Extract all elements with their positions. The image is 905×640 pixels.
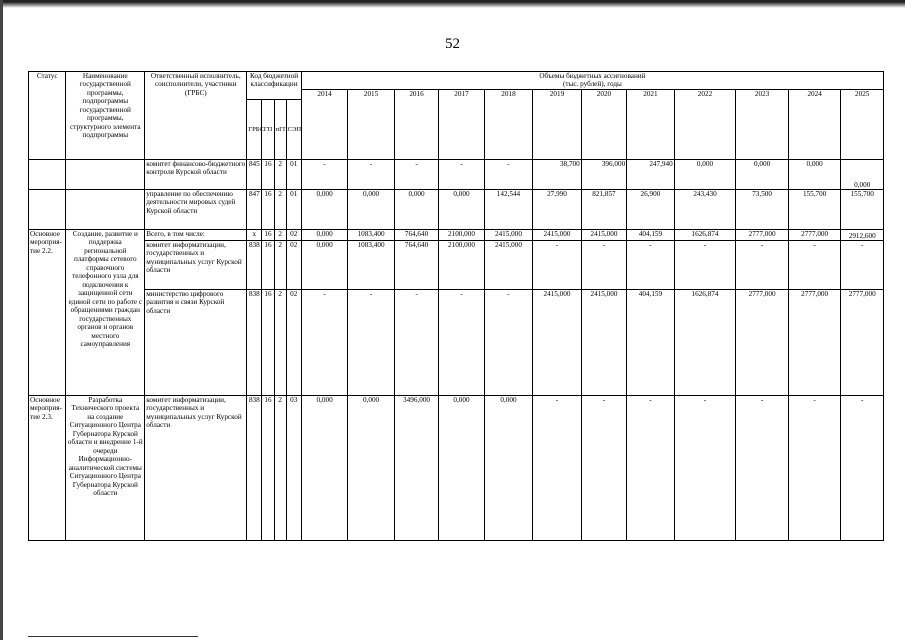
- cell-value: -: [736, 241, 789, 290]
- cell-value: 2415,000: [533, 290, 582, 396]
- cell-sep: 01: [286, 160, 301, 190]
- table-row: [29, 230, 884, 241]
- cell-value: 38,700: [533, 160, 582, 190]
- cell-executor: комитет информатизации, государственных и муниципальных услуг Курской области: [145, 241, 247, 290]
- cell-value: 1083,400: [348, 241, 394, 290]
- cell-value: -: [348, 290, 394, 396]
- cell-value: 2415,000: [533, 230, 582, 241]
- cell-value: 2100,000: [439, 230, 484, 241]
- cell-value: 27,990: [533, 190, 582, 230]
- cell-value: -: [439, 160, 484, 190]
- cell-value: 0,000: [439, 396, 484, 541]
- cell-value: -: [439, 290, 484, 396]
- cell-pgp: 2: [274, 190, 286, 230]
- scan-left-edge: [0, 0, 3, 640]
- cell-value: 155,700: [841, 190, 884, 230]
- table-row: [29, 396, 884, 541]
- cell-executor: управление по обеспечению деятельности мировых судей Курской области: [145, 190, 247, 230]
- cell-value: -: [788, 396, 841, 541]
- cell-gp: 16: [262, 230, 274, 241]
- cell-executor: министерство цифрового развития и связи Курской области: [145, 290, 247, 396]
- cell-pgp: 2: [274, 396, 286, 541]
- cell-status: [29, 160, 66, 190]
- cell-value: 0,000: [841, 160, 884, 190]
- cell-value: 0,000: [301, 396, 347, 541]
- cell-value: 2415,000: [581, 290, 626, 396]
- cell-value: -: [348, 160, 394, 190]
- cell-name: Разработка Технического проекта на создание Ситуационного Центра Губернатора Курской области и внедрение 1-й очереди Информационно-аналитической системы Ситуационного Центра Губернатора Курской области: [66, 396, 145, 541]
- header-volumes: [301, 72, 883, 90]
- cell-value: -: [841, 396, 884, 541]
- cell-value: 0,000: [301, 190, 347, 230]
- header-budget-code: Код бюджетной классификации: [247, 72, 302, 100]
- cell-name: [66, 190, 145, 230]
- cell-value: -: [841, 241, 884, 290]
- cell-value: -: [533, 241, 582, 290]
- cell-value: -: [627, 241, 674, 290]
- cell-value: 2777,000: [736, 290, 789, 396]
- cell-value: 1626,874: [674, 230, 736, 241]
- cell-value: -: [484, 160, 533, 190]
- header-year: 2017: [439, 90, 484, 160]
- cell-value: 73,500: [736, 190, 789, 230]
- cell-executor: комитет информатизации, государственных и муниципальных услуг Курской области: [145, 396, 247, 541]
- cell-value: 2777,000: [788, 230, 841, 241]
- header-year: 2019: [533, 90, 582, 160]
- table-row: [29, 160, 884, 190]
- page-number: 52: [445, 36, 460, 52]
- header-name: Наименование государственной программы, подпрограммы государственной программы, структурного элемента подпрограммы: [66, 72, 145, 160]
- header-year: 2014: [301, 90, 347, 160]
- header-year: 2018: [484, 90, 533, 160]
- cell-executor: Всего, в том числе:: [145, 230, 247, 241]
- cell-value: 3496,000: [394, 396, 438, 541]
- cell-value: -: [674, 396, 736, 541]
- cell-value: -: [581, 396, 626, 541]
- cell-value: 404,159: [627, 230, 674, 241]
- cell-value: -: [736, 396, 789, 541]
- cell-value: -: [301, 160, 347, 190]
- cell-grbs: 845: [247, 160, 262, 190]
- cell-name: [66, 160, 145, 190]
- cell-gp: 16: [262, 190, 274, 230]
- cell-gp: 16: [262, 290, 274, 396]
- header-year: 2022: [674, 90, 736, 160]
- cell-pgp: 2: [274, 160, 286, 190]
- cell-value: 2777,000: [736, 230, 789, 241]
- cell-gp: 16: [262, 160, 274, 190]
- cell-value: 243,430: [674, 190, 736, 230]
- cell-value: 2100,000: [439, 241, 484, 290]
- cell-pgp: 2: [274, 290, 286, 396]
- cell-grbs: 838: [247, 241, 262, 290]
- cell-value: 0,000: [788, 160, 841, 190]
- cell-sep: 02: [286, 230, 301, 241]
- cell-value: -: [394, 160, 438, 190]
- cell-value: 821,857: [581, 190, 626, 230]
- header-grbs: ГРБС: [247, 100, 262, 160]
- cell-value: 0,000: [674, 160, 736, 190]
- header-status: Статус: [29, 72, 66, 160]
- cell-value: -: [394, 290, 438, 396]
- header-year: 2023: [736, 90, 789, 160]
- cell-grbs: x: [247, 230, 262, 241]
- cell-value: 0,000: [348, 396, 394, 541]
- cell-sep: 02: [286, 290, 301, 396]
- cell-value: 0,000: [348, 190, 394, 230]
- cell-value: 1083,400: [348, 230, 394, 241]
- cell-value: -: [581, 241, 626, 290]
- cell-value: -: [484, 290, 533, 396]
- cell-value: 2415,000: [484, 241, 533, 290]
- cell-value: 26,900: [627, 190, 674, 230]
- cell-value: 2415,000: [484, 230, 533, 241]
- cell-value: 247,940: [627, 160, 674, 190]
- cell-value: 1626,874: [674, 290, 736, 396]
- cell-value: 0,000: [439, 190, 484, 230]
- cell-value: 0,000: [484, 396, 533, 541]
- header-gp: ГП: [262, 100, 274, 160]
- cell-value: -: [674, 241, 736, 290]
- cell-value: 764,640: [394, 241, 438, 290]
- header-year: 2016: [394, 90, 438, 160]
- cell-value: 2912,600: [841, 230, 884, 241]
- cell-value: 404,159: [627, 290, 674, 396]
- header-row: [29, 72, 884, 90]
- header-executor: Ответственный исполнитель, соисполнители, участники (ГРБС): [145, 72, 247, 160]
- cell-status: [29, 190, 66, 230]
- header-sep: СЭП: [286, 100, 301, 160]
- cell-status: Основное мероприя-тие 2.2.: [29, 230, 66, 396]
- cell-value: 0,000: [301, 230, 347, 241]
- header-volumes-unit: (тыс. рублей), годы: [562, 80, 622, 89]
- header-year: 2020: [581, 90, 626, 160]
- cell-value: 142,544: [484, 190, 533, 230]
- header-volumes-title: Объемы бюджетных ассигнований: [539, 72, 646, 80]
- cell-value: -: [301, 290, 347, 396]
- cell-pgp: 2: [274, 241, 286, 290]
- budget-table: [28, 71, 884, 541]
- cell-value: 0,000: [736, 160, 789, 190]
- cell-value: 396,000: [581, 160, 626, 190]
- cell-sep: 03: [286, 396, 301, 541]
- cell-status: Основное мероприя-тие 2.3.: [29, 396, 66, 541]
- scan-top-edge: [0, 0, 905, 8]
- cell-value: 0,000: [301, 241, 347, 290]
- cell-sep: 01: [286, 190, 301, 230]
- cell-sep: 02: [286, 241, 301, 290]
- cell-value: 2777,000: [788, 290, 841, 396]
- cell-value: -: [627, 396, 674, 541]
- cell-pgp: 2: [274, 230, 286, 241]
- cell-value: 2415,000: [581, 230, 626, 241]
- table-row: [29, 241, 884, 290]
- header-year: 2025: [841, 90, 884, 160]
- cell-gp: 16: [262, 241, 274, 290]
- cell-value: -: [533, 396, 582, 541]
- header-year: 2015: [348, 90, 394, 160]
- table-row: [29, 190, 884, 230]
- cell-grbs: 847: [247, 190, 262, 230]
- cell-grbs: 838: [247, 396, 262, 541]
- cell-value: 0,000: [394, 190, 438, 230]
- footer-rule: [28, 636, 198, 637]
- cell-value: 2777,000: [841, 290, 884, 396]
- cell-value: -: [788, 241, 841, 290]
- header-year: 2021: [627, 90, 674, 160]
- cell-value: 764,640: [394, 230, 438, 241]
- cell-executor: комитет финансово-бюджетного контроля Курской области: [145, 160, 247, 190]
- cell-name: Создание, развитие и поддержка региональной платформы сетевого справочного телефонного узла для подключения к защищенной сети единой сети по работе с обращениями граждан государственных органов и органов местного самоуправления: [66, 230, 145, 396]
- header-year: 2024: [788, 90, 841, 160]
- table-row: [29, 290, 884, 396]
- cell-gp: 16: [262, 396, 274, 541]
- header-pgp: пГП: [274, 100, 286, 160]
- cell-value: 155,700: [788, 190, 841, 230]
- cell-grbs: 838: [247, 290, 262, 396]
